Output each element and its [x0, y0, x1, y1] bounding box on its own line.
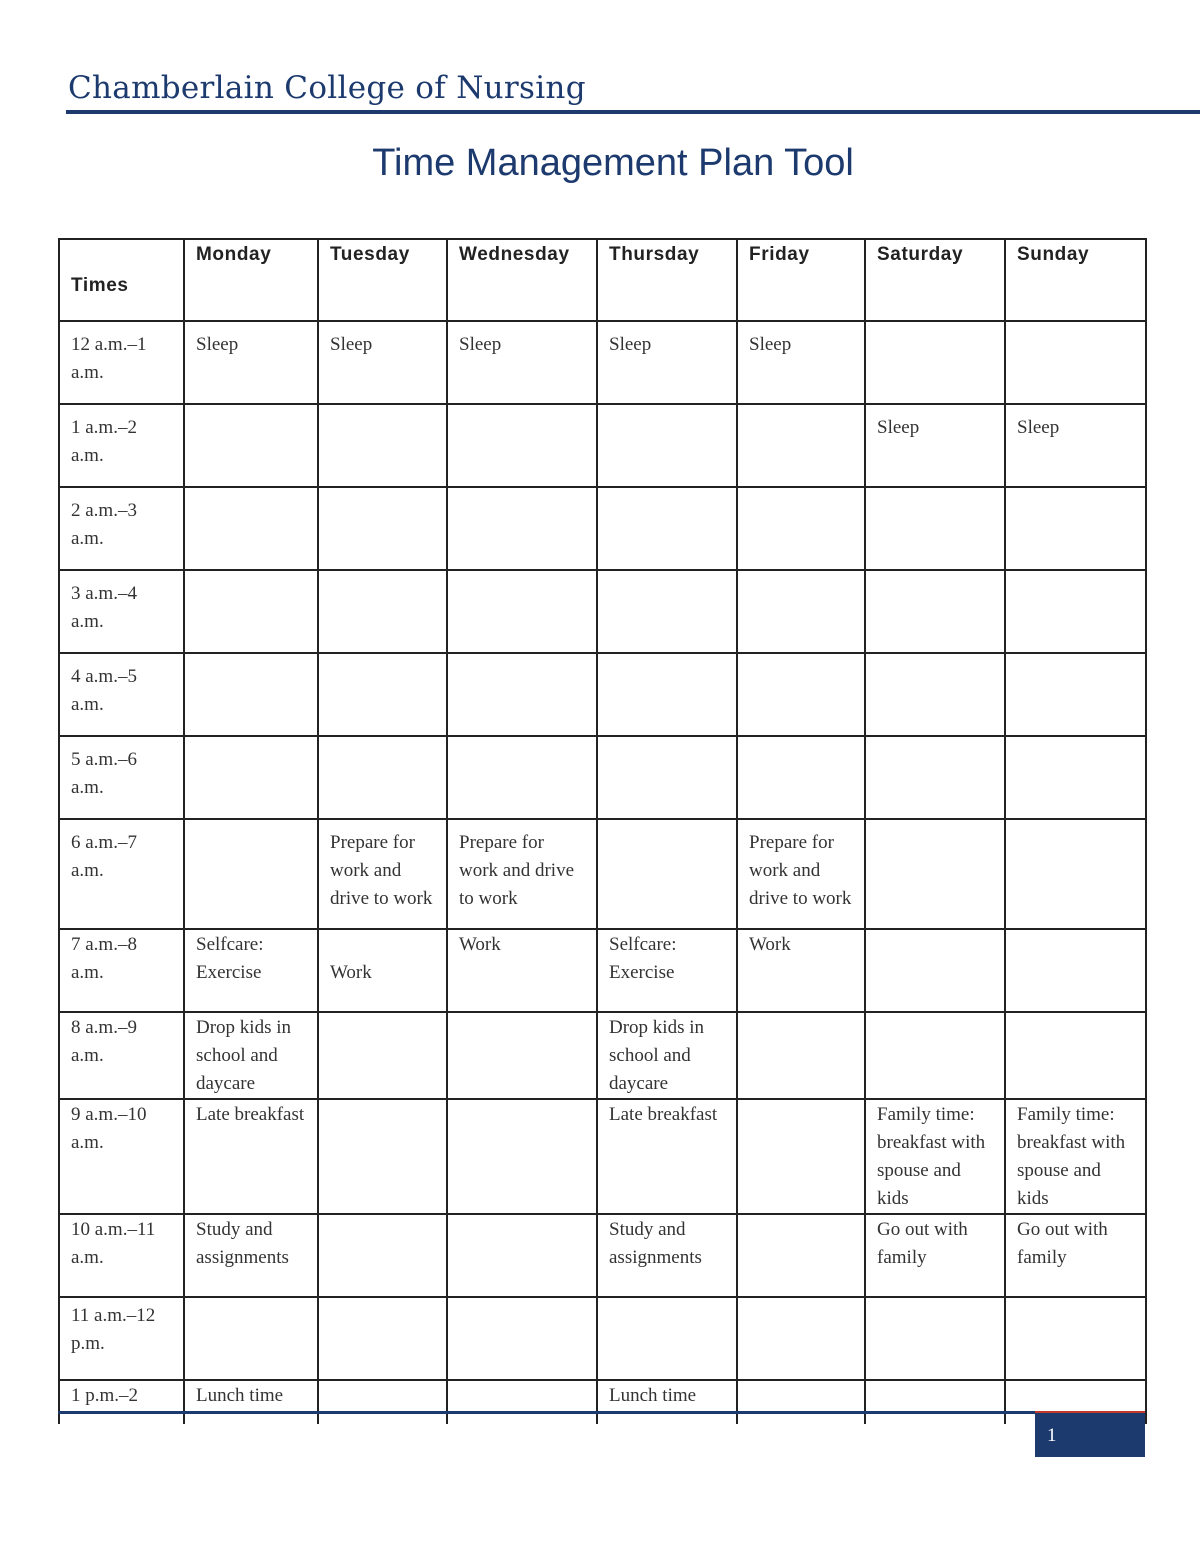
table-row: [59, 1012, 1146, 1099]
schedule-cell: [865, 653, 1005, 736]
schedule-cell: [737, 570, 865, 653]
schedule-cell: [447, 653, 597, 736]
schedule-cell: [597, 1297, 737, 1380]
schedule-cell: [184, 653, 318, 736]
table-row: [59, 404, 1146, 487]
time-cell: 3 a.m.–4 a.m.: [59, 570, 184, 653]
table-row: [59, 1214, 1146, 1297]
schedule-cell: Drop kids in school and daycare: [597, 1012, 737, 1099]
schedule-cell: [318, 1297, 447, 1380]
schedule-cell: [865, 819, 1005, 929]
schedule-cell: [447, 487, 597, 570]
time-cell: 12 a.m.–1 a.m.: [59, 321, 184, 404]
column-header-wednesday: Wednesday: [447, 239, 597, 321]
footer-accent-line: [1035, 1411, 1145, 1413]
table-row: [59, 653, 1146, 736]
schedule-cell: [865, 487, 1005, 570]
schedule-cell: [737, 1380, 865, 1424]
schedule-cell: [184, 819, 318, 929]
schedule-cell: Sleep: [318, 321, 447, 404]
schedule-cell: [737, 1214, 865, 1297]
time-cell: 4 a.m.–5 a.m.: [59, 653, 184, 736]
schedule-cell: [184, 404, 318, 487]
schedule-cell: [1005, 929, 1146, 1012]
schedule-cell: Drop kids in school and daycare: [184, 1012, 318, 1099]
schedule-cell: [447, 1380, 597, 1424]
time-cell: 7 a.m.–8 a.m.: [59, 929, 184, 1012]
column-header-friday: Friday: [737, 239, 865, 321]
schedule-cell: [737, 1012, 865, 1099]
column-header-thursday: Thursday: [597, 239, 737, 321]
schedule-cell: [318, 570, 447, 653]
schedule-cell: Lunch time: [184, 1380, 318, 1424]
schedule-cell: [318, 1380, 447, 1424]
time-cell: 8 a.m.–9 a.m.: [59, 1012, 184, 1099]
schedule-cell: [184, 1297, 318, 1380]
schedule-cell: [1005, 570, 1146, 653]
schedule-cell: [184, 736, 318, 819]
schedule-cell: [447, 570, 597, 653]
schedule-cell: [865, 1380, 1005, 1424]
table-row: [59, 929, 1146, 1012]
time-cell: 2 a.m.–3 a.m.: [59, 487, 184, 570]
schedule-cell: [737, 1297, 865, 1380]
schedule-table: [58, 238, 1147, 1424]
schedule-cell: Prepare for work and drive to work: [318, 819, 447, 929]
schedule-cell: [865, 570, 1005, 653]
institution-name: Chamberlain College of Nursing: [68, 70, 586, 106]
schedule-cell: Prepare for work and drive to work: [737, 819, 865, 929]
schedule-cell: [1005, 819, 1146, 929]
schedule-cell: [597, 736, 737, 819]
table-row: [59, 819, 1146, 929]
schedule-cell: [184, 487, 318, 570]
schedule-cell: [184, 570, 318, 653]
schedule-cell: Sleep: [737, 321, 865, 404]
column-header-times: Times: [59, 239, 184, 321]
schedule-cell: [1005, 321, 1146, 404]
schedule-cell: [447, 1297, 597, 1380]
time-cell: 1 a.m.–2 a.m.: [59, 404, 184, 487]
column-header-saturday: Saturday: [865, 239, 1005, 321]
table-row: [59, 570, 1146, 653]
schedule-cell: Work: [318, 929, 447, 1012]
schedule-cell: [1005, 653, 1146, 736]
header-rule: [66, 110, 1200, 114]
schedule-cell: Sleep: [184, 321, 318, 404]
schedule-cell: [318, 1012, 447, 1099]
page-number: 1: [1035, 1414, 1145, 1457]
column-header-sunday: Sunday: [1005, 239, 1146, 321]
time-cell: 10 a.m.–11 a.m.: [59, 1214, 184, 1297]
schedule-cell: Go out with family: [865, 1214, 1005, 1297]
schedule-cell: [597, 404, 737, 487]
column-header-tuesday: Tuesday: [318, 239, 447, 321]
schedule-cell: [865, 1012, 1005, 1099]
schedule-cell: Sleep: [597, 321, 737, 404]
schedule-cell: [865, 929, 1005, 1012]
footer-rule: [58, 1411, 1145, 1414]
document-title: Time Management Plan Tool: [372, 142, 854, 184]
time-cell: 9 a.m.–10 a.m.: [59, 1099, 184, 1214]
schedule-cell: [318, 736, 447, 819]
schedule-cell: [318, 1099, 447, 1214]
table-row: [59, 487, 1146, 570]
schedule-cell: [318, 653, 447, 736]
schedule-cell: [737, 1099, 865, 1214]
schedule-cell: [597, 819, 737, 929]
table-row: [59, 1380, 1146, 1424]
schedule-cell: [318, 487, 447, 570]
time-cell: 5 a.m.–6 a.m.: [59, 736, 184, 819]
schedule-cell: Sleep: [865, 404, 1005, 487]
schedule-cell: [447, 1099, 597, 1214]
schedule-cell: [865, 736, 1005, 819]
table-row: [59, 1099, 1146, 1214]
schedule-cell: Family time: breakfast with spouse and kids: [1005, 1099, 1146, 1214]
schedule-cell: [737, 736, 865, 819]
schedule-cell: [1005, 487, 1146, 570]
schedule-cell: [737, 487, 865, 570]
schedule-cell: Study and assignments: [597, 1214, 737, 1297]
schedule-cell: [597, 570, 737, 653]
schedule-cell: [865, 321, 1005, 404]
schedule-cell: [447, 1214, 597, 1297]
schedule-cell: Study and assignments: [184, 1214, 318, 1297]
schedule-cell: Sleep: [447, 321, 597, 404]
schedule-cell: [447, 736, 597, 819]
schedule-cell: [318, 1214, 447, 1297]
schedule-cell: Late breakfast: [597, 1099, 737, 1214]
schedule-cell: [1005, 1297, 1146, 1380]
column-header-monday: Monday: [184, 239, 318, 321]
schedule-cell: [447, 404, 597, 487]
schedule-cell: Family time: breakfast with spouse and kids: [865, 1099, 1005, 1214]
table-row: [59, 321, 1146, 404]
schedule-cell: Prepare for work and drive to work: [447, 819, 597, 929]
header-row: [59, 239, 1146, 321]
schedule-cell: Lunch time: [597, 1380, 737, 1424]
schedule-cell: [737, 404, 865, 487]
table-row: [59, 736, 1146, 819]
time-cell: 1 p.m.–2: [59, 1380, 184, 1424]
schedule-cell: Late breakfast: [184, 1099, 318, 1214]
schedule-cell: [1005, 1012, 1146, 1099]
schedule-cell: [447, 1012, 597, 1099]
schedule-cell: Work: [737, 929, 865, 1012]
schedule-cell: [737, 653, 865, 736]
time-cell: 6 a.m.–7 a.m.: [59, 819, 184, 929]
schedule-cell: [1005, 736, 1146, 819]
time-cell: 11 a.m.–12 p.m.: [59, 1297, 184, 1380]
schedule-cell: Go out with family: [1005, 1214, 1146, 1297]
schedule-cell: Sleep: [1005, 404, 1146, 487]
schedule-cell: [318, 404, 447, 487]
schedule-cell: [597, 653, 737, 736]
schedule-cell: Selfcare: Exercise: [184, 929, 318, 1012]
schedule-cell: Selfcare: Exercise: [597, 929, 737, 1012]
schedule-cell: [597, 487, 737, 570]
schedule-cell: [865, 1297, 1005, 1380]
schedule-cell: Work: [447, 929, 597, 1012]
table-row: [59, 1297, 1146, 1380]
